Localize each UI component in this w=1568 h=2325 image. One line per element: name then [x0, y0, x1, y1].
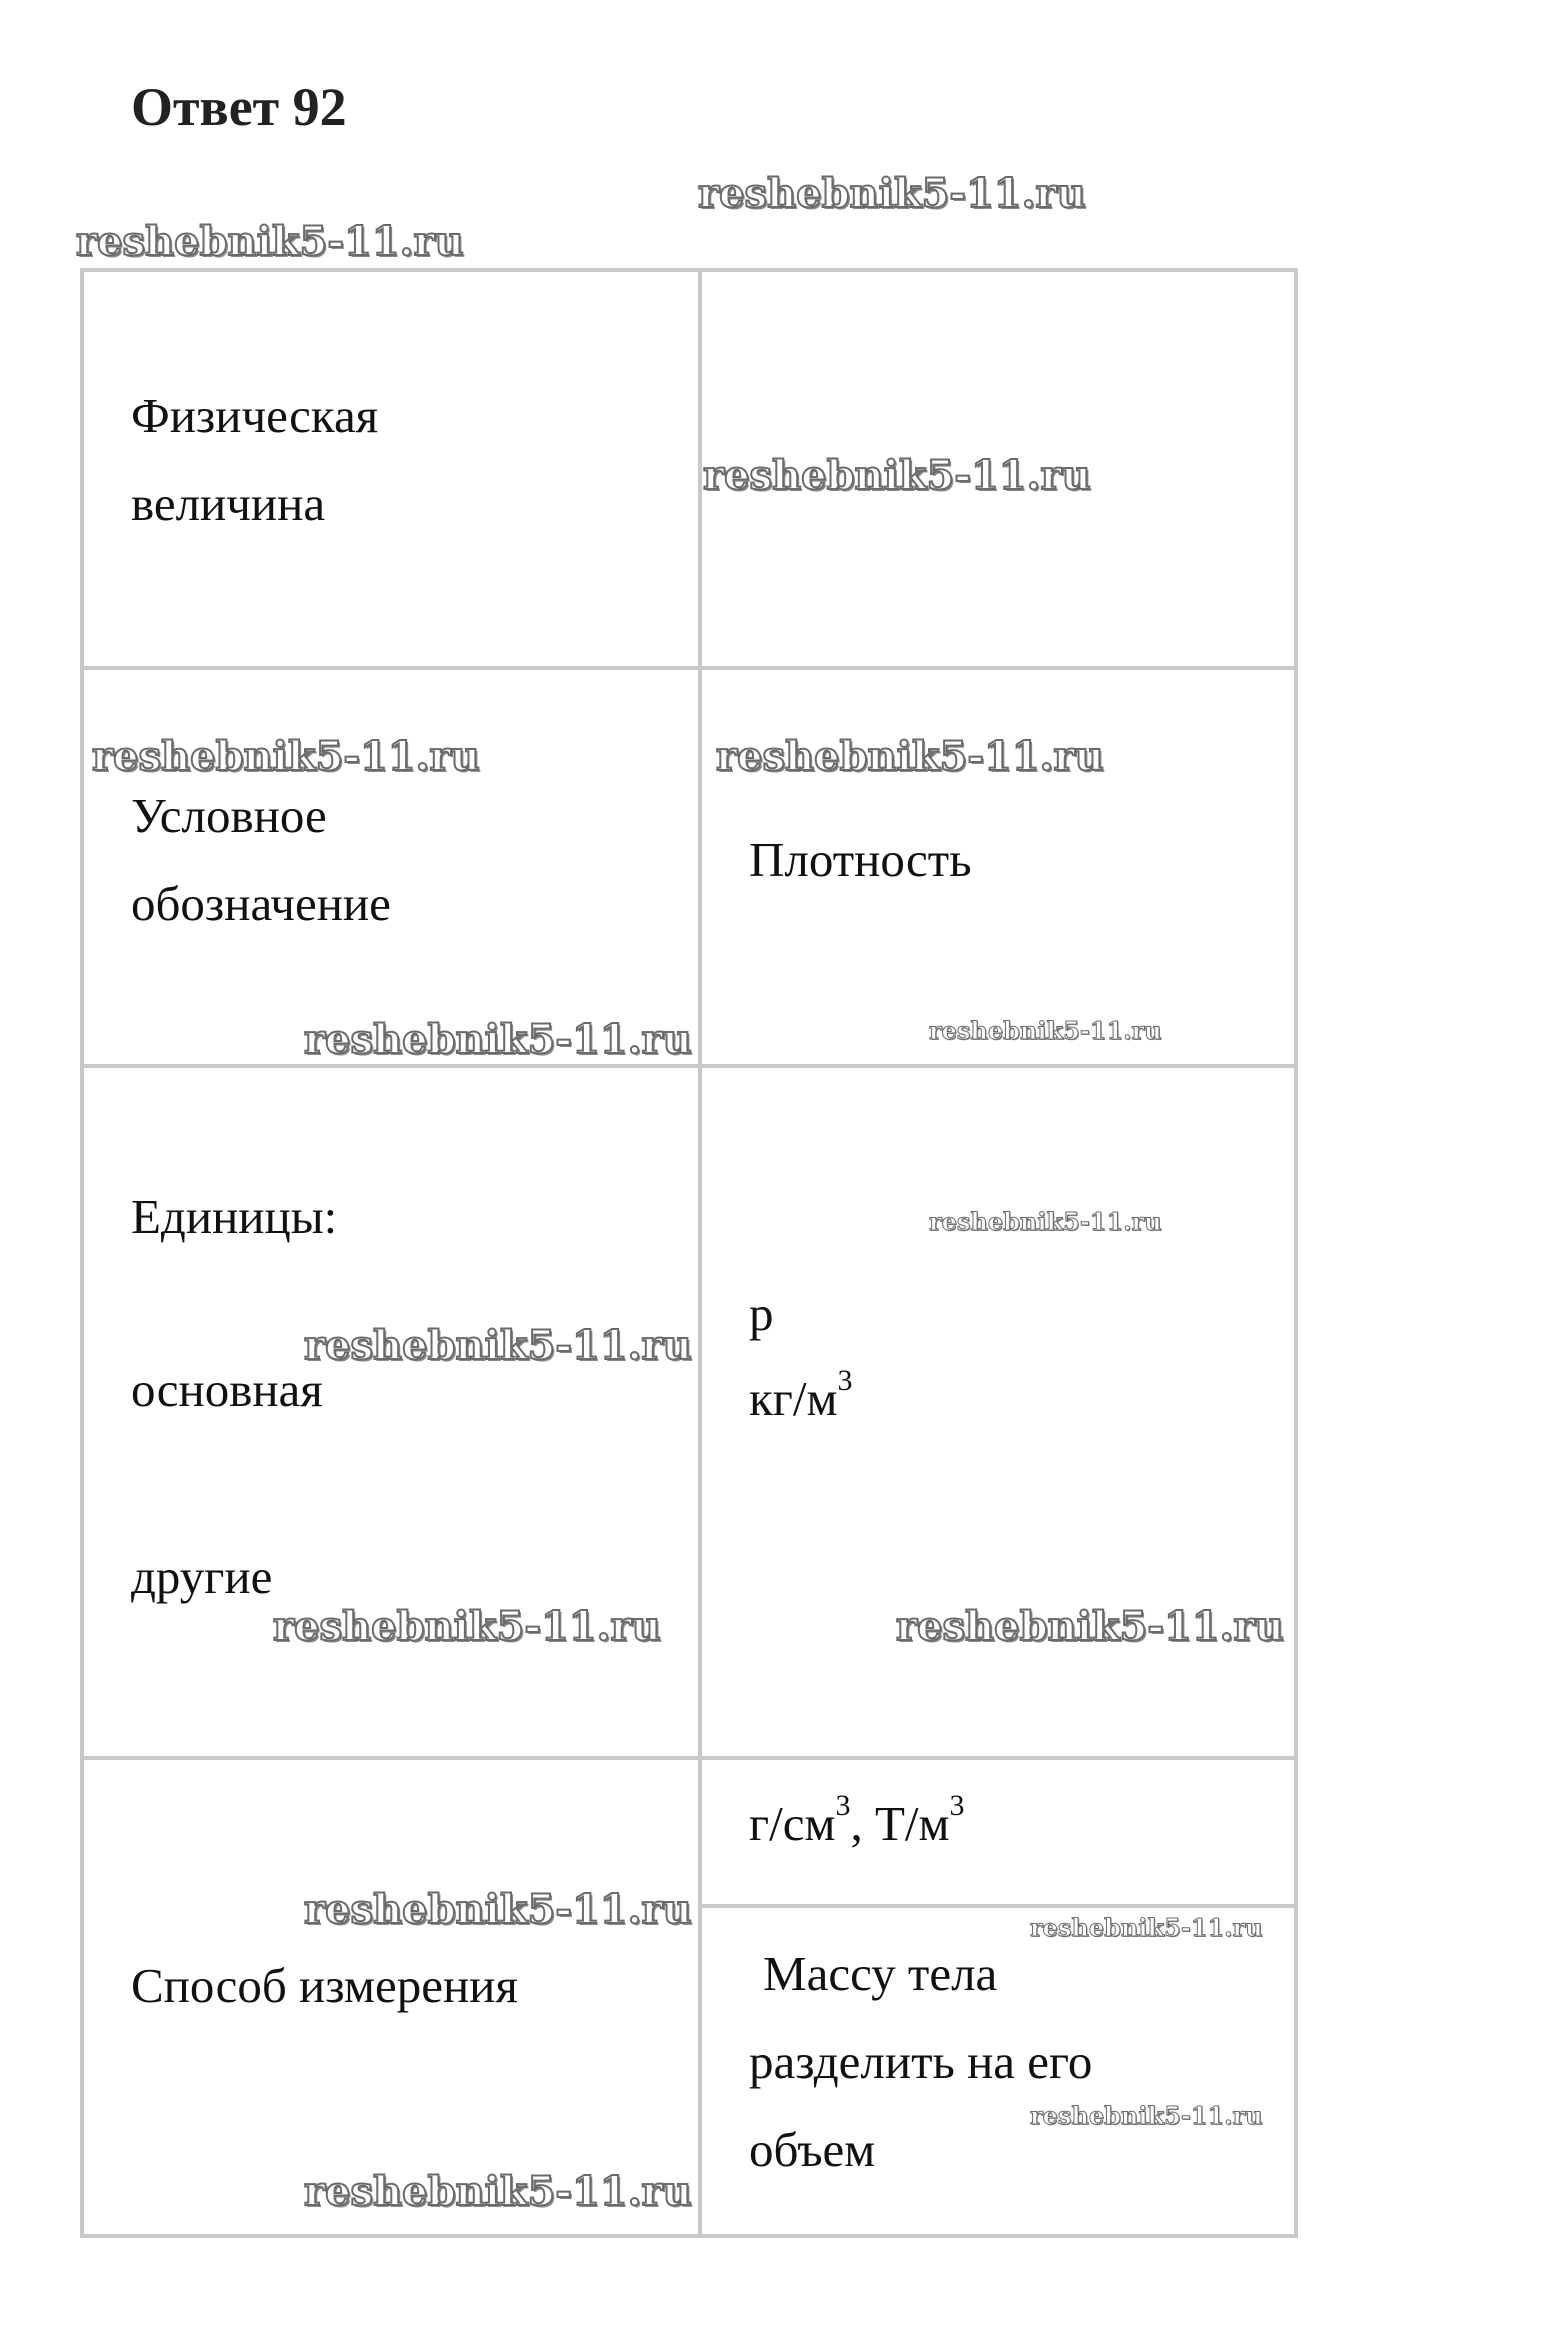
- watermark: reshebnik5-11.ru: [92, 733, 480, 780]
- value-quantity-name: Плотность: [749, 832, 972, 887]
- watermark: reshebnik5-11.ru: [1030, 2101, 1263, 2130]
- table-border: [80, 2234, 1298, 2238]
- row-divider: [80, 1064, 1298, 1068]
- watermark: reshebnik5-11.ru: [1030, 1913, 1263, 1942]
- value-measurement-method: Массу тела разделить на его объем: [749, 1946, 1093, 2177]
- table-border: [1294, 268, 1298, 2238]
- watermark: reshebnik5-11.ru: [304, 1886, 692, 1933]
- table-border: [80, 268, 84, 2238]
- watermark: reshebnik5-11.ru: [273, 1603, 661, 1650]
- column-divider: [698, 268, 702, 2238]
- watermark: reshebnik5-11.ru: [304, 2168, 692, 2215]
- label-physical-quantity: Физическая величина: [131, 388, 379, 531]
- label-measurement-method: Способ измерения: [131, 1958, 518, 2013]
- row-divider: [80, 1756, 1298, 1760]
- watermark: reshebnik5-11.ru: [896, 1603, 1284, 1650]
- value-main-unit: $кг/м^3$: [749, 1364, 853, 1426]
- watermark: reshebnik5-11.ru: [929, 1207, 1162, 1236]
- label-symbol: Условное обозначение: [131, 788, 391, 931]
- watermark: reshebnik5-11.ru: [76, 218, 464, 265]
- value-other-units: $г/см^3$, $Т/м^3$: [749, 1789, 965, 1851]
- label-units-main: основная: [131, 1362, 323, 1417]
- watermark: reshebnik5-11.ru: [716, 733, 1104, 780]
- label-units: Единицы:: [131, 1189, 338, 1244]
- label-units-other: другие: [131, 1549, 273, 1604]
- watermark: reshebnik5-11.ru: [929, 1016, 1162, 1045]
- value-symbol: р: [749, 1286, 774, 1341]
- row-divider: [80, 666, 1298, 670]
- watermark: reshebnik5-11.ru: [698, 170, 1086, 217]
- watermark: reshebnik5-11.ru: [703, 452, 1091, 499]
- watermark: reshebnik5-11.ru: [304, 1016, 692, 1063]
- cell-divider: [700, 1904, 1298, 1908]
- table-border: [80, 268, 1298, 272]
- page-title: Ответ 92: [131, 77, 347, 137]
- watermark: reshebnik5-11.ru: [304, 1322, 692, 1369]
